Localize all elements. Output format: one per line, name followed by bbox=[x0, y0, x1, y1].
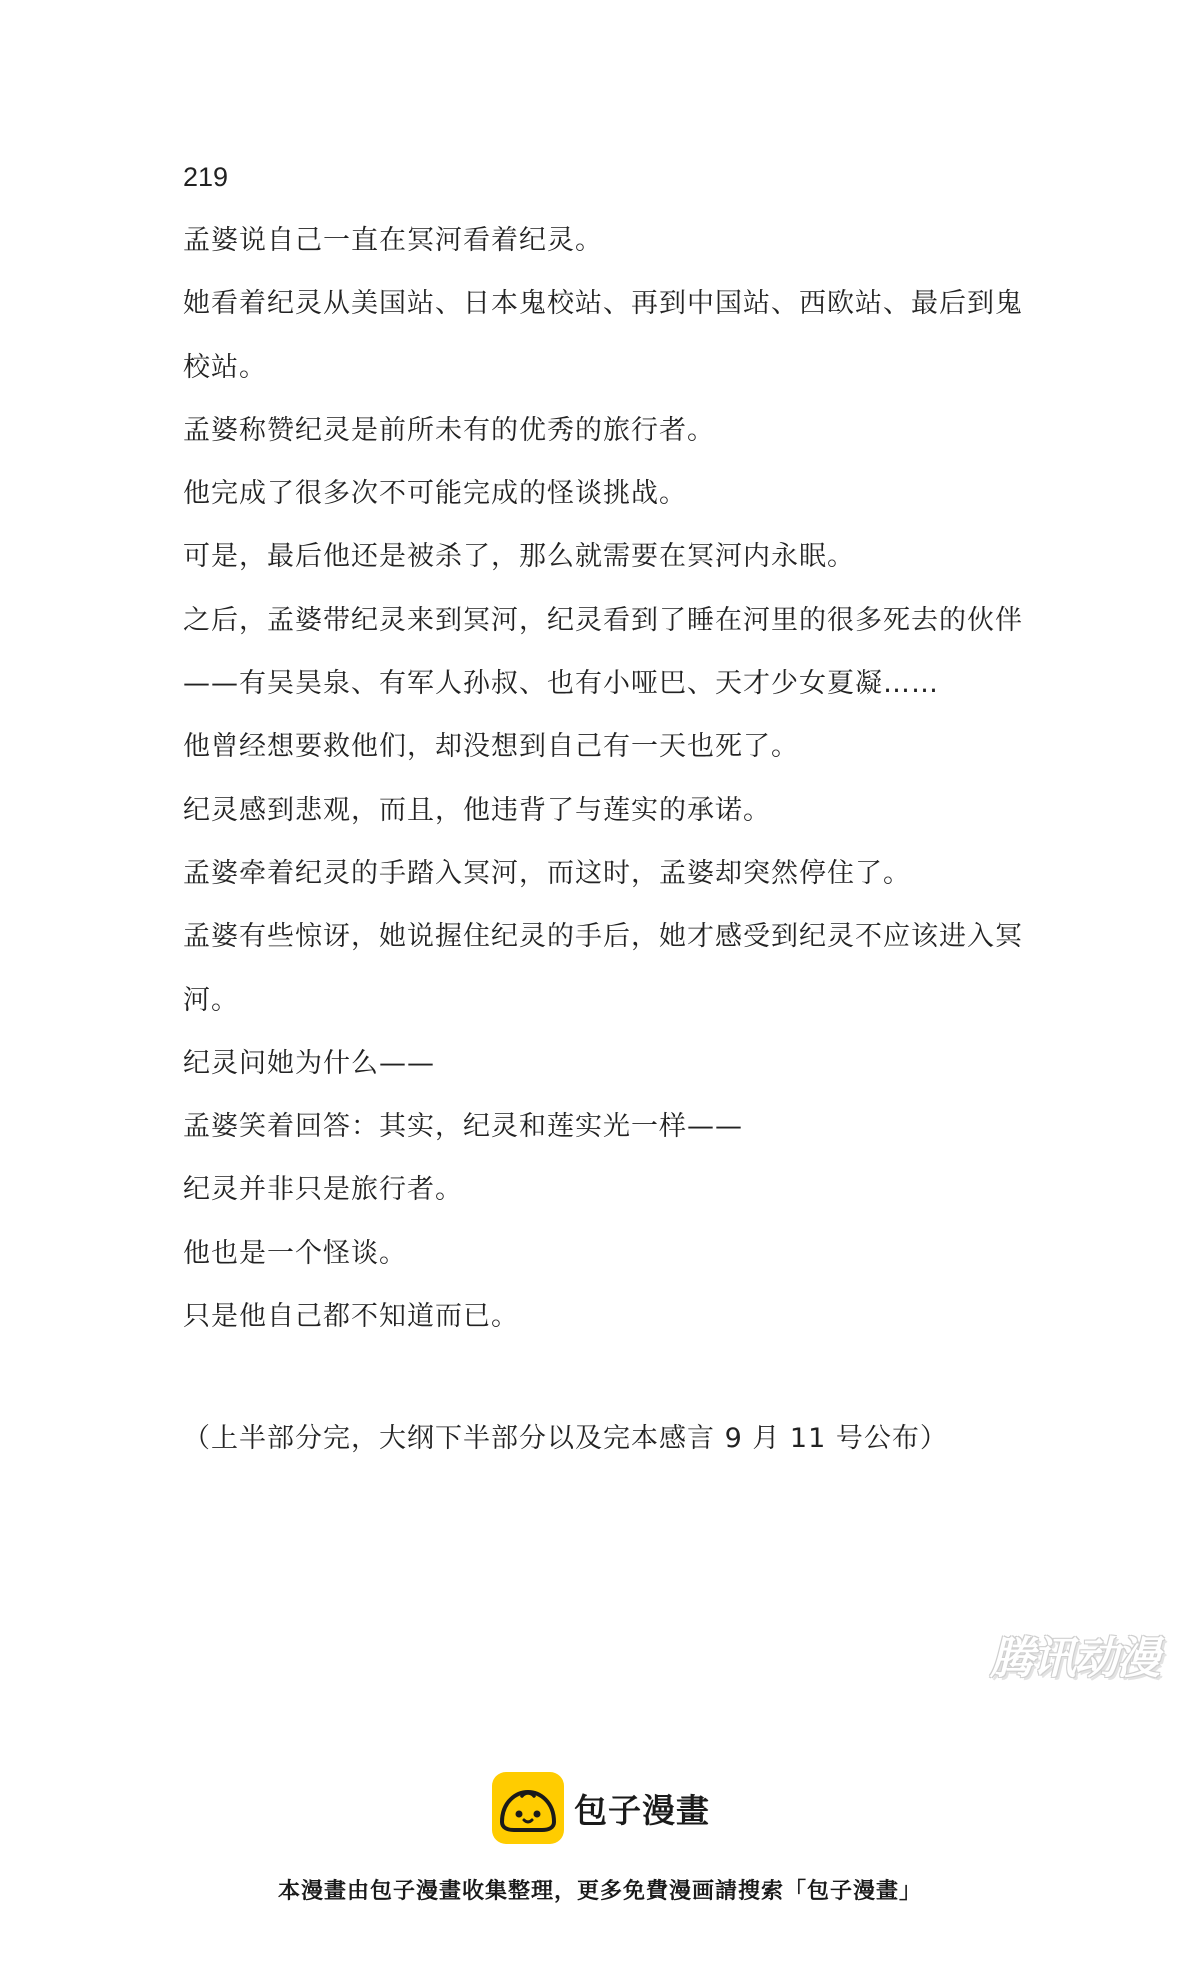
site-logo bbox=[492, 1772, 710, 1844]
text-line: 他曾经想要救他们，却没想到自己有一天也死了。 bbox=[183, 731, 799, 763]
text-line: 河。 bbox=[183, 984, 239, 1016]
text-line: 纪灵问她为什么—— bbox=[183, 1047, 435, 1079]
text-line: 纪灵并非只是旅行者。 bbox=[183, 1174, 463, 1206]
text-line: ——有吴昊泉、有军人孙叔、也有小哑巴、天才少女夏凝…… bbox=[183, 668, 939, 700]
text-line: 之后，孟婆带纪灵来到冥河，纪灵看到了睡在河里的很多死去的伙伴 bbox=[183, 604, 1023, 636]
text-line: 只是他自己都不知道而已。 bbox=[183, 1301, 519, 1333]
text-line: 他完成了很多次不可能完成的怪谈挑战。 bbox=[183, 478, 687, 510]
text-line: 校站。 bbox=[183, 351, 267, 383]
text-line: 孟婆有些惊讶，她说握住纪灵的手后，她才感受到纪灵不应该进入冥 bbox=[183, 921, 1023, 953]
bun-face-icon bbox=[492, 1772, 564, 1844]
text-line: 他也是一个怪谈。 bbox=[183, 1237, 407, 1269]
text-line: 孟婆牵着纪灵的手踏入冥河，而这时，孟婆却突然停住了。 bbox=[183, 857, 911, 889]
text-line: 孟婆说自己一直在冥河看着纪灵。 bbox=[183, 225, 603, 256]
author-note: （上半部分完，大纲下半部分以及完本感言 9 月 11 号公布） bbox=[183, 1423, 948, 1454]
text-line: 孟婆称赞纪灵是前所未有的优秀的旅行者。 bbox=[183, 414, 715, 446]
text-line: 她看着纪灵从美国站、日本鬼校站、再到中国站、西欧站、最后到鬼 bbox=[183, 288, 1023, 320]
footer-notice: 本漫畫由包子漫畫收集整理，更多免費漫画請搜索「包子漫畫」 bbox=[277, 1879, 922, 1904]
page-number: 219 bbox=[183, 162, 229, 192]
logo-text: 包子漫畫 bbox=[574, 1790, 710, 1830]
text-line: 可是，最后他还是被杀了，那么就需要在冥河内永眠。 bbox=[183, 541, 855, 573]
text-line: 孟婆笑着回答：其实，纪灵和莲实光一样—— bbox=[183, 1111, 743, 1143]
watermark-logo: 腾讯动漫 bbox=[990, 1633, 1158, 1684]
text-line: 纪灵感到悲观，而且，他违背了与莲实的承诺。 bbox=[183, 794, 771, 826]
story-text bbox=[183, 222, 1043, 1361]
